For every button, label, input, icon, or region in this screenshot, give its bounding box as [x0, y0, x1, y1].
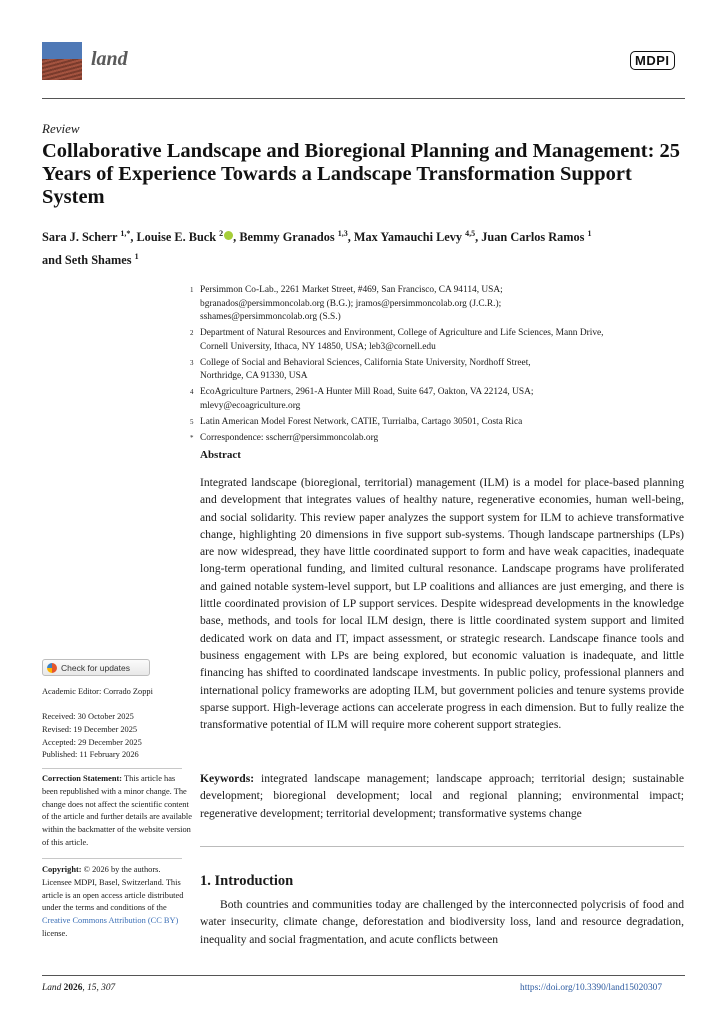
academic-editor: Academic Editor: Corrado Zoppi [42, 687, 153, 696]
affiliation-line: Latin American Model Forest Network, CATIE, Turrialba, Cartago 30501, Costa Rica [200, 416, 523, 427]
affiliation-line: Cornell University, Ithaca, NY 14850, USA; leb3@cornell.edu [200, 341, 436, 352]
publication-date: Published: 11 February 2026 [42, 750, 139, 760]
affiliation-number: * [190, 433, 194, 442]
author-name: Seth Shames [64, 253, 135, 268]
affiliation-item [190, 284, 690, 325]
affiliation-item [190, 357, 690, 384]
copyright-text: © 2026 by the authors. Licensee MDPI, Basel, Switzerland. This article is an open access article distributed under the terms and conditions of the [42, 865, 184, 913]
affiliation-line: EcoAgriculture Partners, 2961-A Hunter Mill Road, Suite 647, Oakton, VA 22124, USA; [200, 387, 534, 397]
license-link[interactable]: Creative Commons Attribution (CC BY) [42, 916, 179, 926]
keywords-text: integrated landscape management; landscape approach; territorial design; sustainable development; bioregional development; local and regional planning; environmental impact; regenerative development; territorial development; transformative systems change [200, 772, 684, 820]
check-updates-button[interactable] [42, 659, 150, 676]
affiliation-line: College of Social and Behavioral Sciences, California State University, Nordhoff Street, [200, 357, 531, 368]
intro-heading: 1. Introduction [200, 873, 294, 889]
citation-rest: , 15, 307 [82, 983, 116, 993]
article-type: Review [42, 121, 80, 136]
copyright-notice [42, 864, 192, 941]
citation-year: 2026 [63, 983, 83, 993]
affiliation-line: Correspondence: sscherr@persimmoncolab.org [200, 432, 379, 443]
affiliation-line: mlevy@ecoagriculture.org [200, 400, 301, 411]
author-affiliation-sup: 1 [134, 252, 139, 262]
author-name: Sara J. Scherr [42, 230, 121, 245]
paper-title: Collaborative Landscape and Bioregional Planning and Management: 25 Years of Experience Towards a Landscape Transformation Support System [42, 140, 681, 208]
orcid-icon[interactable] [224, 231, 233, 240]
affiliation-item [190, 416, 690, 430]
correction-statement [42, 773, 192, 850]
check-updates-icon [47, 663, 57, 673]
citation-journal: Land [42, 983, 62, 993]
affiliation-item [190, 386, 690, 413]
affiliation-number: 3 [190, 358, 194, 367]
abstract-text: Integrated landscape (bioregional, territorial) management (ILM) is a model for place-based planning and development that integrates values of healthy nature, regenerative economies, human well-being, and social solidarity. This review paper analyzes the support system for ILM to achieve transformative change, highlighting 20 dimensions in five support sub-systems. Though landscape partnerships (LPs) are now widespread, they have little coordinated support to form and have weak capacities, inadequate long-term operational funding, and limited cultural resonance. Landscape programs have proliferated and gained notable system-level support, but LP coalitions and alliances are just emerging, and there is little coordinated provision of LP support services. Despite widespread developments in the knowledge base, methods, and tools for local ILM design, there is little coordinated system support and limited dedicated work on data and IT, impact assessment, or strategic research. Landscape finance tools and business engagement with LPs are being explored, but economic valuation is inadequate, and little financing has shifted to coordinated landscape investments. In public policy, professional planners and international policy frameworks are adopting ILM, but government policies and tenure systems provide sparse support. High-leverage actions can accelerate progress in each dimension. But to fully realize the transformative potential of ILM will require more coherent support strategies. [200, 476, 684, 732]
doi-link[interactable]: https://doi.org/10.3390/land15020307 [520, 983, 663, 993]
affiliation-line: Department of Natural Resources and Environment, College of Agriculture and Life Sciences, Mann Drive, [200, 328, 604, 338]
copyright-label: Copyright: [42, 865, 82, 874]
author-affiliation-sup: 4,5 [465, 229, 476, 238]
footer-divider [42, 975, 685, 976]
journal-logo [42, 42, 82, 80]
license-suffix: license. [42, 928, 68, 938]
affiliation-number: 5 [190, 417, 194, 426]
affiliation-item [190, 432, 690, 446]
citation [42, 983, 115, 993]
keywords [200, 770, 684, 822]
publication-date: Revised: 19 December 2025 [42, 724, 138, 734]
affiliation-line: bgranados@persimmoncolab.org (B.G.); jramos@persimmoncolab.org (J.C.R.); [200, 298, 502, 309]
author-name: Juan Carlos Ramos [481, 230, 588, 245]
affiliation-number: 1 [190, 286, 194, 294]
author-affiliation-sup: 2 [219, 229, 224, 238]
author-affiliation-sup: 1,3 [337, 229, 348, 238]
correction-text: This article has been republished with a minor change. The change does not affect the scientific content of the article and further details are available within the backmatter of the website version of this article. [42, 774, 192, 847]
keywords-label: Keywords: [200, 772, 255, 785]
affiliation-line: sshames@persimmoncolab.org (S.S.) [200, 312, 341, 322]
sidebar-divider [42, 768, 182, 769]
abstract-heading: Abstract [200, 449, 241, 461]
affiliation-item [190, 327, 690, 354]
author-name: Bemmy Granados [239, 230, 338, 245]
affiliation-number: 4 [190, 388, 194, 396]
author-list: Sara J. Scherr $^{1,*}$, Louise E. Buck $^2$ , Bemmy Granados $^{1,3}$, Max Yamauchi Levy $^{4,5}$, Juan Carlos Ramos $^1$ and Seth Shames $^1$ [42, 229, 592, 268]
author-affiliation-sup: 1,* [120, 229, 131, 238]
intro-text: Both countries and communities today are challenged by the interconnected polycrisis of food and water insecurity, climate change, deforestation and biodiversity loss, land and resource degradation, inequality and social fragmentation, and acute conflicts between [200, 898, 684, 946]
affiliation-line: Northridge, CA 91330, USA [200, 371, 308, 381]
author-connector: and [42, 253, 65, 268]
publisher-logo: MDPI [630, 51, 675, 70]
journal-name: land [91, 48, 128, 70]
author-name: Louise E. Buck [136, 230, 220, 245]
correction-label: Correction Statement: [42, 774, 123, 783]
author-affiliation-sup: 1 [587, 229, 592, 238]
publication-dates [42, 711, 192, 762]
publication-date: Received: 30 October 2025 [42, 712, 134, 721]
author-name: Max Yamauchi Levy [353, 230, 466, 245]
publication-date: Accepted: 29 December 2025 [42, 737, 142, 747]
sidebar-divider [42, 858, 182, 859]
check-updates-label: Check for updates [61, 662, 130, 673]
affiliation-line: Persimmon Co-Lab., 2261 Market Street, #469, San Francisco, CA 94114, USA; [200, 285, 503, 295]
affiliation-number: 2 [190, 329, 194, 337]
header-divider [42, 98, 685, 99]
section-divider [200, 846, 684, 847]
